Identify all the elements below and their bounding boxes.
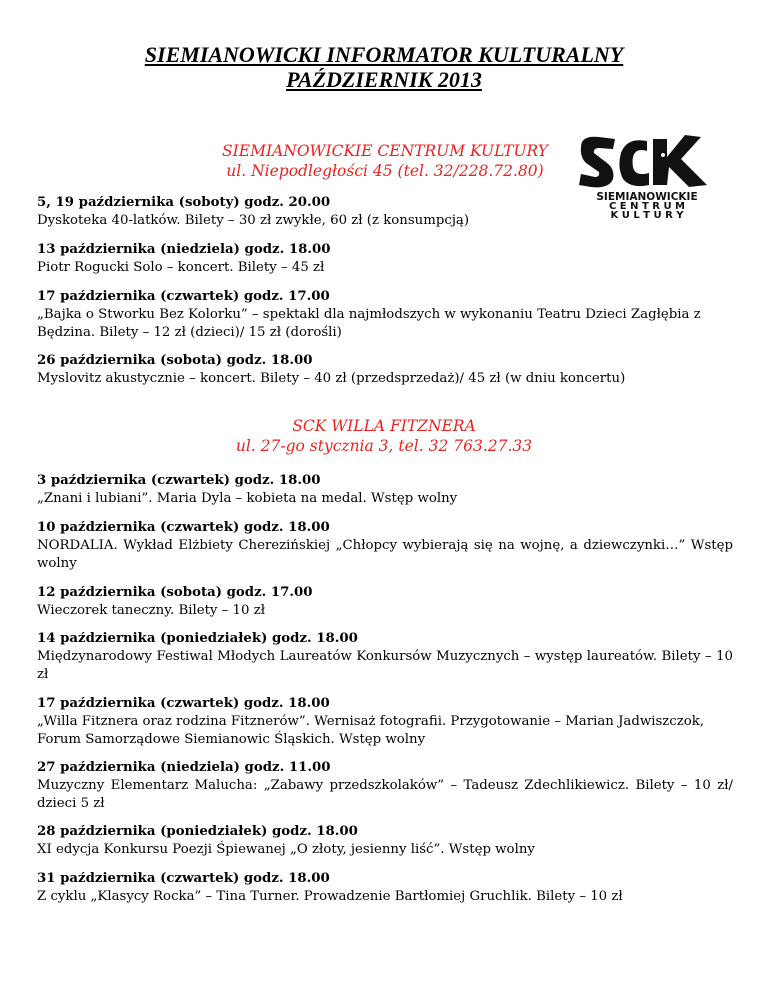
- event-description: „Bajka o Stworku Bez Kolorku” – spektakl dla najmłodszych w wykonaniu Teatru Dzieci Zagłębia z Będzina. Bilety – 12 zł (dzieci)/ 15 zł (dorośli): [37, 307, 701, 340]
- event-description: Międzynarodowy Festiwal Młodych Laureatów Konkursów Muzycznych – występ laureatów. Bilety – 10 zł: [37, 649, 733, 682]
- event-item: [37, 870, 733, 906]
- event-date: 17 października (czwartek) godz. 17.00: [37, 289, 330, 304]
- event-item: [37, 472, 733, 508]
- event-description: Z cyklu „Klasycy Rocka” – Tina Turner. Prowadzenie Bartłomiej Gruchlik. Bilety – 10 zł: [37, 889, 623, 904]
- event-description: „Znani i lubiani”. Maria Dyla – kobieta na medal. Wstęp wolny: [37, 491, 458, 506]
- sck-logo-line2: C E N T R U M: [608, 201, 686, 212]
- event-date: 3 października (czwartek) godz. 18.00: [37, 473, 321, 488]
- sck-logo-line3: K U L T U R Y: [610, 210, 684, 219]
- venue-address-willa: ul. 27-go stycznia 3, tel. 32 763.27.33: [235, 437, 533, 455]
- sck-logo-letter-c: [619, 140, 649, 186]
- event-item: [37, 695, 737, 749]
- event-description: XI edycja Konkursu Poezji Śpiewanej „O złoty, jesienny liść”. Wstęp wolny: [37, 842, 535, 857]
- event-description: Muzyczny Elementarz Malucha: „Zabawy przedszkolaków” – Tadeusz Zdechlikiewicz. Bilety – 10 zł/ dzieci 5 zł: [37, 778, 733, 811]
- venue-name-sck: SIEMIANOWICKIE CENTRUM KULTURY: [222, 142, 548, 160]
- event-item: [37, 630, 733, 684]
- event-description: Piotr Rogucki Solo – koncert. Bilety – 45 zł: [37, 260, 325, 275]
- event-description: Myslovitz akustycznie – koncert. Bilety – 40 zł (przedsprzedaż)/ 45 zł (w dniu koncertu): [37, 371, 626, 386]
- sck-logo-line1: SIEMIANOWICKIE: [596, 191, 698, 203]
- event-item: [37, 352, 733, 388]
- event-item: [37, 759, 733, 813]
- event-date: 17 października (czwartek) godz. 18.00: [37, 696, 330, 711]
- event-date: 26 października (sobota) godz. 18.00: [37, 353, 313, 368]
- page-title: SIEMIANOWICKI INFORMATOR KULTURALNY: [144, 42, 624, 67]
- event-item: [37, 519, 733, 573]
- sck-logo-letter-s: [579, 137, 615, 188]
- event-date: 12 października (sobota) godz. 17.00: [37, 585, 313, 600]
- event-item: [37, 288, 737, 342]
- event-item: [37, 194, 733, 230]
- event-description: Dyskoteka 40-latków. Bilety – 30 zł zwykłe, 60 zł (z konsumpcją): [37, 213, 470, 228]
- venue-name-willa: SCK WILLA FITZNERA: [292, 417, 476, 435]
- event-date: 14 października (poniedziałek) godz. 18.00: [37, 631, 358, 646]
- event-date: 27 października (niedziela) godz. 11.00: [37, 760, 331, 775]
- event-date: 5, 19 października (soboty) godz. 20.00: [37, 195, 331, 210]
- venue-address-sck: ul. Niepodległości 45 (tel. 32/228.72.80): [226, 162, 544, 180]
- event-date: 10 października (czwartek) godz. 18.00: [37, 520, 330, 535]
- event-date: 31 października (czwartek) godz. 18.00: [37, 871, 330, 886]
- event-item: [37, 584, 733, 620]
- page-subtitle-month: PAŹDZIERNIK 2013: [286, 67, 482, 92]
- event-description: Wieczorek taneczny. Bilety – 10 zł: [37, 603, 266, 618]
- event-description: NORDALIA. Wykład Elżbiety Cherezińskiej „Chłopcy wybierają się na wojnę, a dziewczynki…” Wstęp wolny: [37, 538, 733, 571]
- event-item: [37, 241, 733, 277]
- event-item: [37, 823, 733, 859]
- event-date: 13 października (niedziela) godz. 18.00: [37, 242, 331, 257]
- sck-logo-letter-k: [653, 135, 707, 187]
- event-description: „Willa Fitznera oraz rodzina Fitznerów”. Wernisaż fotografii. Przygotowanie – Marian Jadwiszczok, Forum Samorządowe Siemianowic Śląskich. Wstęp wolny: [37, 714, 705, 747]
- event-date: 28 października (poniedziałek) godz. 18.00: [37, 824, 358, 839]
